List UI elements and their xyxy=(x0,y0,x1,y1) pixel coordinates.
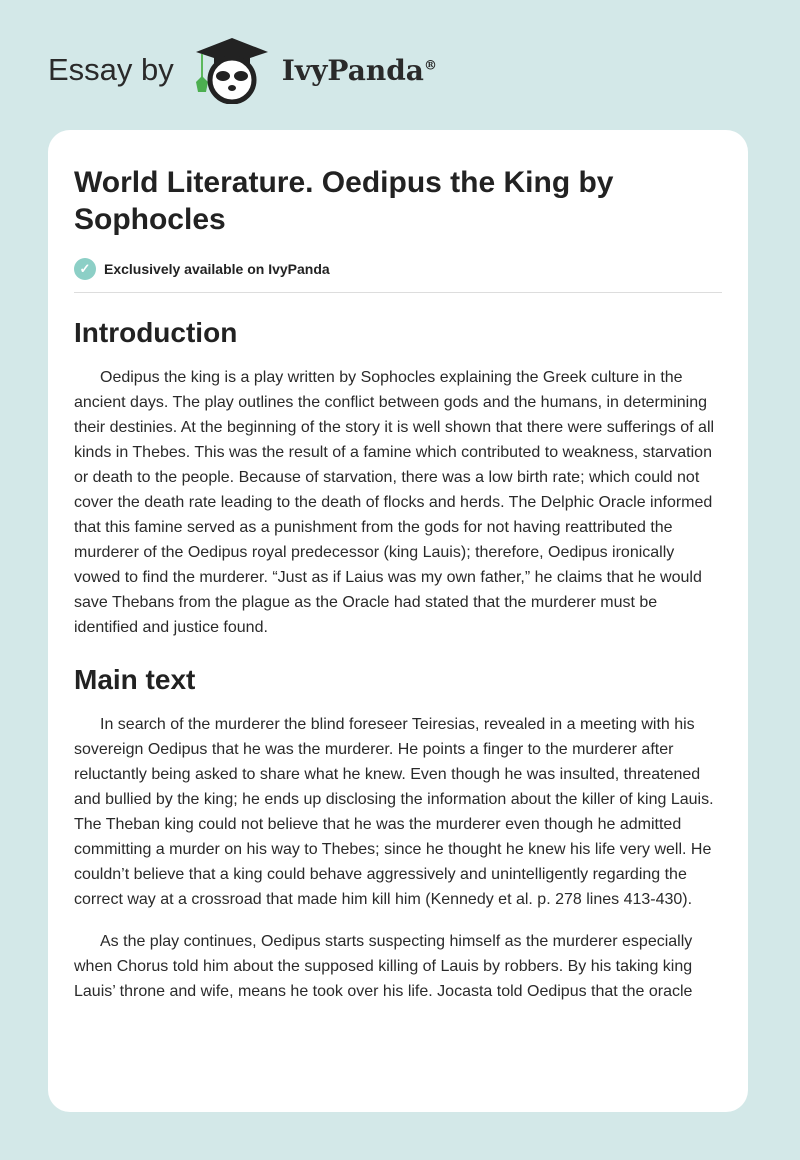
section-heading: Main text xyxy=(74,664,196,695)
check-icon: ✓ xyxy=(74,258,96,280)
panda-logo-icon xyxy=(192,36,272,104)
paragraph: Oedipus the king is a play written by Sophocles explaining the Greek culture in the ancient days. The play outlines the conflict between gods and the humans, in determining their destinies. At the beginning of the story it is well shown that there were sufferings of all kinds in Thebes. This was the result of a famine which contributed to weakness, starvation or death to the people. Because of starvation, there was a low birth rate; which could not cover the death rate leading to the death of flocks and herds. The Delphic Oracle informed that this famine served as a punishment from the gods for not having reattributed the murderer of the Oedipus royal predecessor (king Lauis); therefore, Oedipus ironically vowed to find the murderer. “Just as if Laius was my own father,” he claims that he would save Thebans from the plague as the Oracle had stated that the murderer must be identified and justice found. xyxy=(74,369,715,636)
brand-name: IvyPanda® xyxy=(281,53,437,87)
paragraph: In search of the murderer the blind foreseer Teiresias, revealed in a meeting with his sovereign Oedipus that he was the murderer. He points a finger to the murderer after reluctantly being asked to share what he knew. Even though he was insulted, threatened and bullied by the king; he ends up disclosing the information about the killer of king Lauis. The Theban king could not believe that he was the murderer even though he admitted committing a murder on his way to Thebes; since he thought he knew his life very well. He couldn’t believe that a king could behave aggressively and unintelligently regarding the correct way at a crossroad that made him kill him (Kennedy et al. p. 278 lines 413-430). xyxy=(74,716,714,908)
exclusive-badge xyxy=(74,258,722,293)
site-header xyxy=(48,38,437,102)
essay-card xyxy=(48,130,748,1112)
essay-by-label: Essay by xyxy=(48,52,174,87)
paragraph: As the play continues, Oedipus starts suspecting himself as the murderer especially when Chorus told him about the supposed killing of Lauis by robbers. By his taking king Lauis’ throne and wife, means he took over his life. Jocasta told Oedipus that the oracle xyxy=(74,933,693,1000)
section-heading: Introduction xyxy=(74,317,238,348)
badge-text: Exclusively available on IvyPanda xyxy=(104,261,330,277)
essay-title: World Literature. Oedipus the King by Sophocles xyxy=(74,166,614,236)
